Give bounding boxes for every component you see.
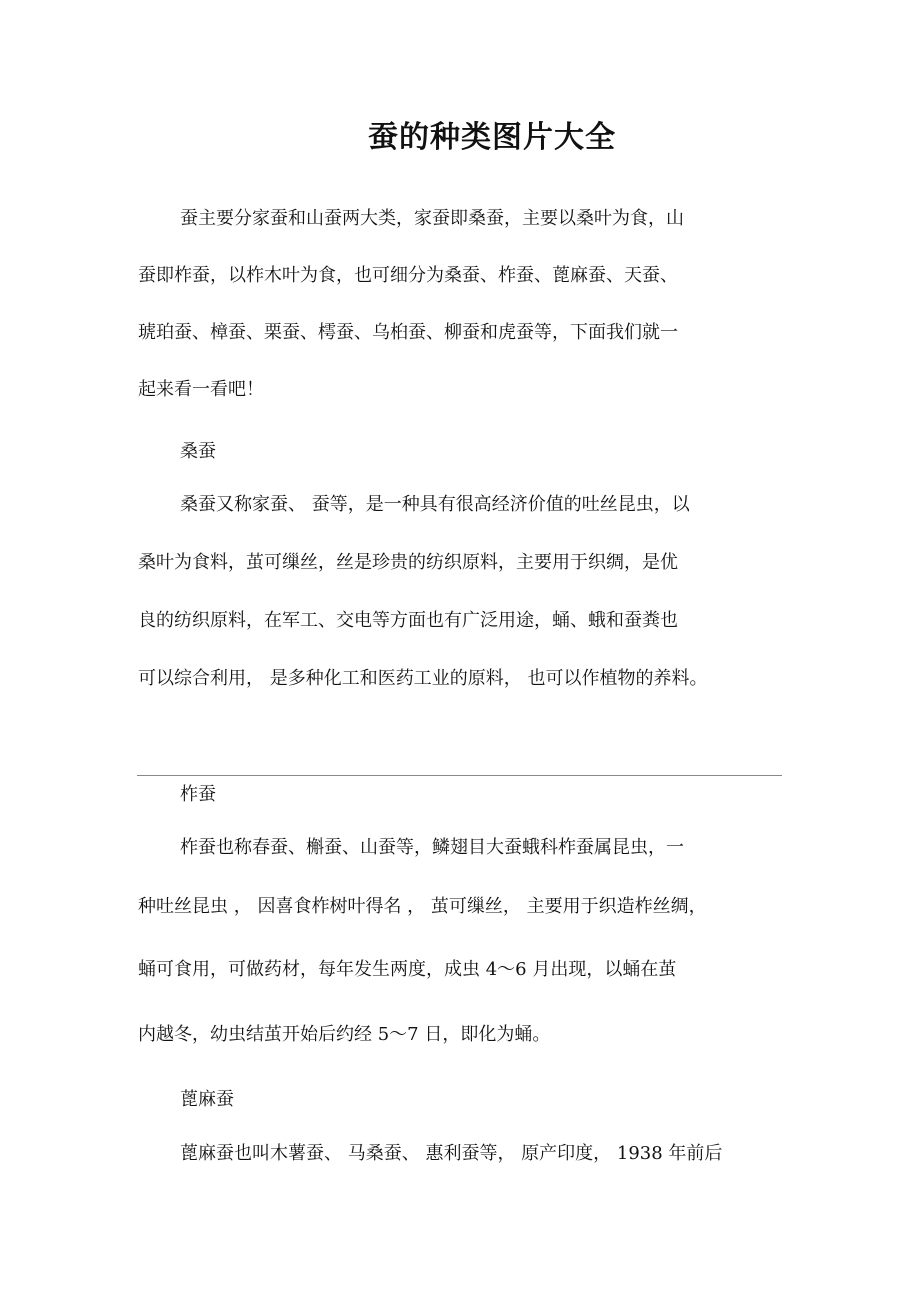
intro-line-2: 蚕即柞蚕，以柞木叶为食，也可细分为桑蚕、柞蚕、蓖麻蚕、天蚕、 <box>138 265 678 286</box>
section-line: 桑蚕又称家蚕、 蚕等，是一种具有很高经济价值的吐丝昆虫，以 <box>180 494 690 515</box>
section-line: 良的纺织原料，在军工、交电等方面也有广泛用途，蛹、蛾和蚕粪也 <box>138 610 678 631</box>
section-line: 种吐丝昆虫 ， 因喜食柞树叶得名 ， 茧可缫丝， 主要用于织造柞丝绸， <box>138 896 707 917</box>
section-line: 内越冬，幼虫结茧开始后约经 5～7 日，即化为蛹。 <box>138 1024 551 1045</box>
section-line: 柞蚕也称春蚕、槲蚕、山蚕等，鳞翅目大蚕蛾科柞蚕属昆虫，一 <box>180 837 684 858</box>
section-line: 桑叶为食料，茧可缫丝，丝是珍贵的纺织原料，主要用于织绸，是优 <box>138 552 678 573</box>
document-title: 蚕的种类图片大全 <box>368 120 616 155</box>
intro-line-3: 琥珀蚕、樟蚕、栗蚕、樗蚕、乌桕蚕、柳蚕和虎蚕等，下面我们就一 <box>138 322 678 343</box>
section-line: 蛹可食用，可做药材，每年发生两度，成虫 4～6 月出现，以蛹在茧 <box>138 959 677 980</box>
intro-line-4: 起来看一看吧！ <box>138 379 264 400</box>
horizontal-divider <box>137 775 782 776</box>
section-heading-mulberry-silkworm: 桑蚕 <box>180 441 216 462</box>
section-heading-castor-silkworm: 蓖麻蚕 <box>180 1089 234 1110</box>
intro-line-1: 蚕主要分家蚕和山蚕两大类，家蚕即桑蚕，主要以桑叶为食，山 <box>180 208 684 229</box>
section-heading-tussah-silkworm: 柞蚕 <box>180 784 216 805</box>
section-line: 可以综合利用， 是多种化工和医药工业的原料， 也可以作植物的养料。 <box>138 668 708 689</box>
section-line: 蓖麻蚕也叫木薯蚕、 马桑蚕、 惠利蚕等， 原产印度， 1938 年前后 <box>180 1143 723 1164</box>
